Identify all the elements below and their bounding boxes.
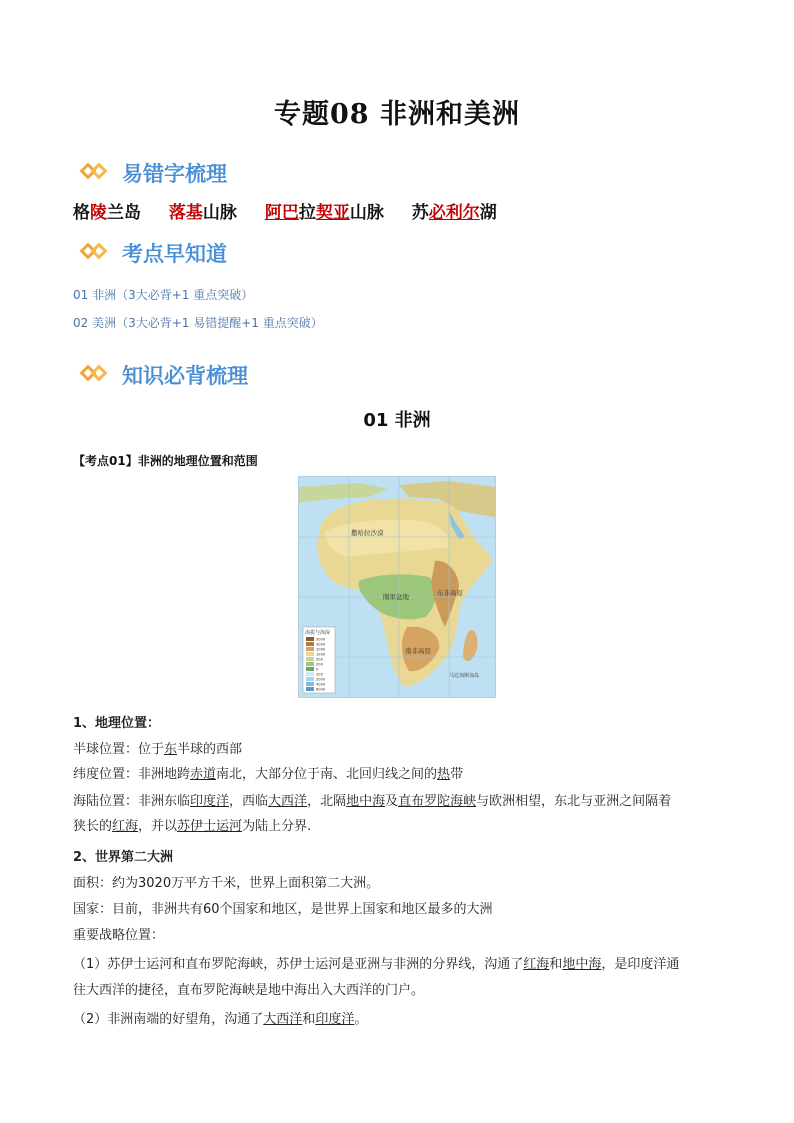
section-heading-label: 考点早知道 <box>122 242 227 266</box>
section-heading-knowledge <box>80 360 248 390</box>
toc-link-africa[interactable]: 01 非洲（3大必背+1 重点突破） <box>73 288 254 302</box>
typo-word-1: 格陵兰岛 <box>73 203 141 223</box>
map-label-congo-basin: 刚果盆地 <box>383 593 409 601</box>
map-label-east-african-plateau: 东非高原 <box>437 589 463 597</box>
line-suez: （1）苏伊士运河和直布罗陀海峡，苏伊士运河是亚洲与非洲的分界线，沟通了红海和地中海，是印度洋通 <box>73 957 680 972</box>
line-cape-good-hope: （2）非洲南端的好望角，沟通了大西洋和印度洋。 <box>73 1012 368 1027</box>
point-label: 【考点01】非洲的地理位置和范围 <box>73 454 258 468</box>
map-label-sahara: 撒哈拉沙漠 <box>351 529 384 537</box>
typo-word-4: 苏必利尔湖 <box>411 203 497 223</box>
toc-link-america[interactable]: 02 美洲（3大必背+1 易错提醒+1 重点突破） <box>73 316 323 330</box>
typo-word-3: 阿巴拉契亚山脉 <box>264 203 384 223</box>
map-legend-value: 500 <box>316 657 323 662</box>
map-legend-value: 0 <box>316 667 319 672</box>
map-legend-value: 3000 <box>316 642 326 647</box>
diamond-icon <box>80 363 114 387</box>
page-title: 专题08 非洲和美洲 <box>274 99 520 130</box>
line-hemisphere: 半球位置：位于东半球的西部 <box>73 742 243 757</box>
map-legend-value: 4000 <box>316 682 326 687</box>
map-legend-title: 海拔与海深 <box>305 630 331 636</box>
chapter-subtitle: 01 非洲 <box>363 410 431 431</box>
map-legend-value: 2000 <box>316 647 326 652</box>
section-heading-points <box>80 238 227 268</box>
section-heading-typo <box>80 158 227 188</box>
line-gibraltar: 往大西洋的捷径，直布罗陀海峡是地中海出入大西洋的门户。 <box>73 983 425 998</box>
map-legend-value: 200 <box>316 662 323 667</box>
section-heading-label: 易错字梳理 <box>122 162 227 186</box>
section-heading-label: 知识必背梳理 <box>122 364 248 388</box>
map-label-south-african-plateau: 南非高原 <box>405 647 431 655</box>
line-sea-land: 海陆位置：非洲东临印度洋，西临大西洋，北隔地中海及直布罗陀海峡与欧洲相望，东北与亚洲之间隔着 <box>73 794 672 809</box>
line-countries: 国家：目前，非洲共有60个国家和地区，是世界上国家和地区最多的大洲 <box>73 902 493 917</box>
typo-word-2: 落基山脉 <box>168 203 237 223</box>
line-area: 面积：约为3020万平方千米，世界上面积第二大洲。 <box>73 876 380 891</box>
africa-physical-map <box>298 476 496 698</box>
typo-word-list <box>73 198 519 223</box>
line-strategic: 重要战略位置： <box>73 928 165 943</box>
diamond-icon <box>80 241 114 265</box>
map-legend-value: 2000 <box>316 677 326 682</box>
map-legend-value: 5000 <box>316 637 326 642</box>
map-legend-value: 6000 <box>316 687 326 692</box>
map-legend-value: 1000 <box>316 652 326 657</box>
line-red-sea: 狭长的红海，并以苏伊士运河为陆上分界. <box>73 819 312 834</box>
heading-second-continent: 2、世界第二大洲 <box>73 850 174 865</box>
map-legend-value: 200 <box>316 672 323 677</box>
diamond-icon <box>80 161 114 185</box>
heading-geo-location: 1、地理位置： <box>73 716 161 731</box>
map-label-madagascar: 马达加斯加岛 <box>449 673 480 679</box>
line-latitude: 纬度位置：非洲地跨赤道南北，大部分位于南、北回归线之间的热带 <box>73 767 464 782</box>
africa-map-svg <box>299 477 495 697</box>
